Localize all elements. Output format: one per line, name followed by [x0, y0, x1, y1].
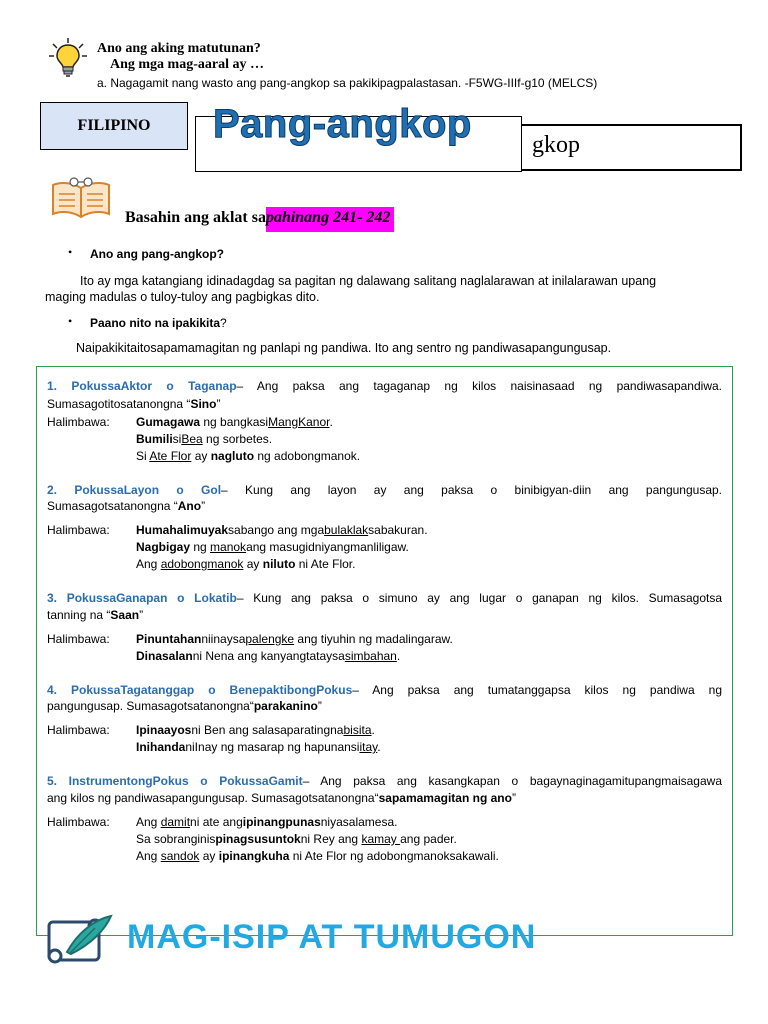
example-line — [136, 540, 409, 554]
item-1-title: 1. PokussaAktor o Taganap — [47, 379, 237, 393]
item-3-question-post: ” — [139, 608, 144, 622]
example-verb: pinagsusuntok — [215, 832, 301, 846]
item-3-question-pre: tanning na “ — [47, 608, 111, 622]
example-line — [136, 449, 360, 463]
lightbulb-icon — [48, 36, 88, 80]
open-book-icon — [50, 176, 112, 220]
item-1-question-pre: Sumasagotitosatanongna “ — [47, 397, 191, 411]
example-text: sabango ang mga — [228, 523, 325, 537]
example-text: ay — [243, 557, 263, 571]
item-3-question-key: Saan — [110, 608, 140, 622]
example-text: ng adobongmanok. — [254, 449, 361, 463]
item-4-question-pre: pangungusap. Sumasagotsatanongna“ — [47, 699, 254, 713]
example-text: ni Rey ang — [300, 832, 362, 846]
item-4-heading — [47, 683, 722, 697]
example-text: ang masugidniyangmanliligaw. — [246, 540, 409, 554]
item-1-desc: – Ang paksa ang tagaganap ng kilos naisinasaad ng pandiwasapandiwa. — [236, 379, 722, 393]
question-how-text: Paano nito na ipakikita — [90, 316, 221, 330]
footer-title: MAG-ISIP AT TUMUGON — [127, 918, 537, 956]
example-line — [136, 849, 499, 863]
example-text: ng — [190, 540, 211, 554]
example-text: Ang — [136, 557, 161, 571]
learners-intro: Ang mga mag-aaral ay … — [110, 57, 264, 72]
item-2-question-pre: Sumasagotsatanongna “ — [47, 499, 178, 513]
example-subject: simbahan — [344, 649, 397, 663]
item-5-question-pre: ang kilos ng pandiwasapangungusap. Sumasagotsatanongna“ — [47, 791, 379, 805]
example-text: ni Ate Flor ng adobongmanoksakawali. — [289, 849, 499, 863]
item-1-question-post: ” — [216, 397, 221, 411]
reading-instruction — [125, 209, 394, 227]
example-verb: Inihanda — [136, 740, 186, 754]
example-verb: Dinasalan — [136, 649, 193, 663]
example-text: . — [371, 723, 375, 737]
example-text: ni Ate Flor. — [295, 557, 356, 571]
example-verb: Bumili — [136, 432, 173, 446]
example-text: ay — [199, 849, 219, 863]
example-label: Halimbawa: — [47, 415, 110, 429]
reading-prefix: Basahin ang aklat sa — [125, 209, 266, 226]
item-2-question-post: ” — [201, 499, 206, 513]
item-5-question-post: ” — [511, 791, 516, 805]
example-subject: itay — [359, 740, 378, 754]
example-verb: niluto — [262, 557, 296, 571]
item-4-question — [47, 699, 322, 713]
example-text: Si — [136, 449, 150, 463]
item-1-heading — [47, 379, 722, 393]
subject-label: FILIPINO — [40, 102, 188, 150]
example-subject: manok — [210, 540, 247, 554]
item-3-title: 3. PokussaGanapan o Lokatib — [47, 591, 237, 605]
example-subject: bisita — [343, 723, 372, 737]
example-verb: Nagbigay — [136, 540, 191, 554]
example-subject: adobongmanok — [160, 557, 244, 571]
example-subject: sandok — [160, 849, 200, 863]
example-subject: damit — [160, 815, 191, 829]
example-text: . — [329, 415, 333, 429]
page-range-highlight: pahinang 241- 242 — [266, 207, 394, 232]
example-text: . — [377, 740, 381, 754]
item-5-question-key: sapamamagitan ng ano — [378, 791, 512, 805]
bullet-icon: • — [68, 314, 73, 328]
example-text: ay — [191, 449, 211, 463]
item-4-question-post: ” — [317, 699, 322, 713]
example-label: Halimbawa: — [47, 815, 110, 829]
example-line — [47, 632, 453, 646]
item-1-question — [47, 397, 220, 411]
title-tail-text: gkop — [532, 132, 580, 158]
example-label: Halimbawa: — [47, 723, 110, 737]
example-line — [136, 557, 355, 571]
example-text: sabakuran. — [368, 523, 428, 537]
example-subject: palengke — [245, 632, 295, 646]
question-what: Ano ang pang-angkop? — [90, 247, 224, 261]
item-1-question-key: Sino — [190, 397, 217, 411]
example-label: Halimbawa: — [47, 632, 110, 646]
example-subject: kamay — [361, 832, 401, 846]
example-subject: Bea — [181, 432, 203, 446]
example-verb: ipinangkuha — [218, 849, 290, 863]
example-verb: Ipinaayos — [136, 723, 192, 737]
item-5-title: 5. InstrumentongPokus o PokussaGamit — [47, 774, 303, 788]
example-text: ni ate ang — [190, 815, 243, 829]
definition-line-1: Ito ay mga katangiang idinadagdag sa pagitan ng dalawang salitang naglalarawan at inilalarawan upang — [80, 274, 657, 288]
example-line — [47, 523, 428, 537]
example-text: ng bangkasi — [200, 415, 269, 429]
page-title: Pang-angkop — [213, 102, 472, 146]
example-line — [47, 815, 397, 829]
item-5-desc: – Ang paksa ang kasangkapan o bagaynaginagamitupangmaisagawa — [302, 774, 722, 788]
bullet-icon: • — [68, 245, 73, 259]
item-2-heading — [47, 483, 722, 497]
example-line — [136, 832, 457, 846]
definition-line-2: maging madulas o tuloy-tuloy ang pagbigkas dito. — [45, 290, 320, 304]
example-text: Ang — [136, 815, 161, 829]
item-5-heading — [47, 774, 722, 788]
example-text: niInay ng masarap ng hapunansi — [185, 740, 360, 754]
item-3-desc: – Kung ang paksa o simuno ay ang lugar o ganapan ng kilos. Sumasagotsa — [236, 591, 722, 605]
example-verb: nagluto — [210, 449, 255, 463]
example-text: ang pader. — [400, 832, 457, 846]
example-verb: Humahalimuyak — [136, 523, 229, 537]
example-line — [47, 723, 375, 737]
example-text: . — [396, 649, 401, 663]
example-subject: bulaklak — [324, 523, 369, 537]
item-3-question — [47, 608, 143, 622]
how-answer: Naipakikitaitosapamamagitan ng panlapi ng pandiwa. Ito ang sentro ng pandiwasapangungusap. — [76, 341, 612, 355]
example-subject: MangKanor — [268, 415, 330, 429]
example-line — [47, 415, 333, 429]
example-text: niyasalamesa. — [320, 815, 398, 829]
learning-question: Ano ang aking matutunan? — [97, 41, 261, 56]
example-verb: Gumagawa — [136, 415, 201, 429]
item-4-desc: – Ang paksa ang tumatanggapsa kilos ng pandiwa ng — [352, 683, 722, 697]
example-line — [136, 740, 381, 754]
example-text: ng sorbetes. — [202, 432, 273, 446]
example-text: ni Ben ang salasaparatingna — [191, 723, 344, 737]
question-how — [90, 316, 227, 330]
example-text: si — [172, 432, 182, 446]
example-text: ni Nena ang kanyangtataysa — [192, 649, 345, 663]
example-text: ang tiyuhin ng madalingaraw. — [294, 632, 453, 646]
item-2-question — [47, 499, 205, 513]
example-verb: Pinuntahan — [136, 632, 202, 646]
scroll-quill-icon — [45, 912, 117, 968]
example-text: Sa sobranginis — [136, 832, 216, 846]
learning-objective: a. Nagagamit nang wasto ang pang-angkop sa pakikipagpalastasan. -F5WG-IIIf-g10 (MELCS) — [97, 76, 598, 90]
example-line — [136, 649, 400, 663]
question-how-mark: ? — [220, 316, 227, 330]
item-2-desc: – Kung ang layon ay ang paksa o binibigyan-diin ang pangungusap. — [221, 483, 722, 497]
item-2-question-key: Ano — [177, 499, 202, 513]
item-3-heading — [47, 591, 722, 605]
item-5-question — [47, 791, 516, 805]
item-2-title: 2. PokussaLayon o Gol — [47, 483, 222, 497]
example-verb: ipinangpunas — [242, 815, 321, 829]
item-4-title: 4. PokussaTagatanggap o BenepaktibongPokus — [47, 683, 353, 697]
example-label: Halimbawa: — [47, 523, 110, 537]
example-line — [136, 432, 272, 446]
item-4-question-key: parakanino — [253, 699, 318, 713]
example-subject: Ate Flor — [149, 449, 192, 463]
example-text: Ang — [136, 849, 161, 863]
example-text: niinaysa — [201, 632, 246, 646]
